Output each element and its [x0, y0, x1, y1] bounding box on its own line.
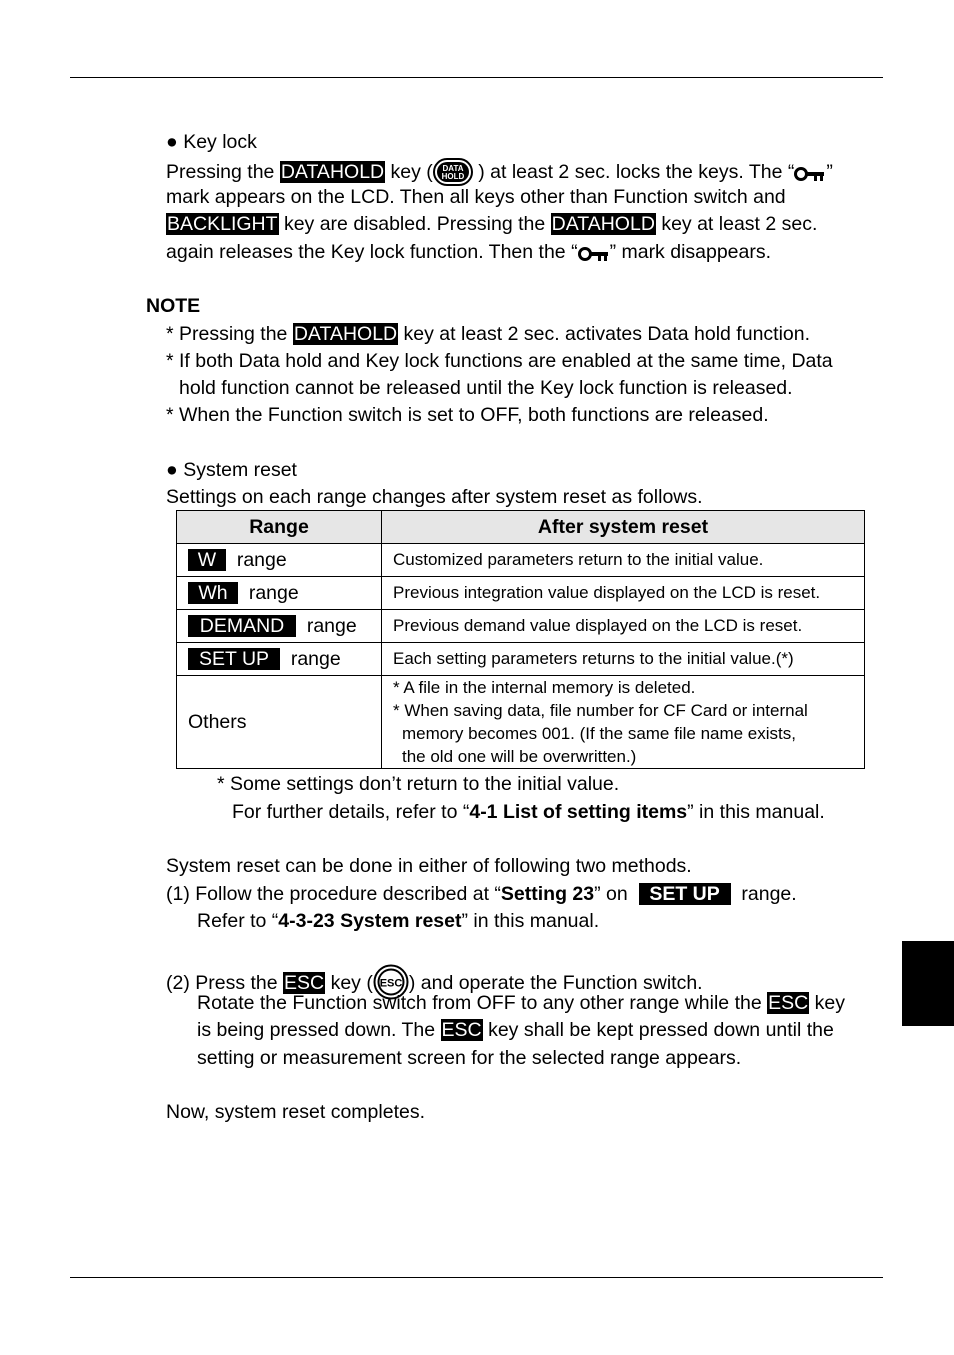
table-row: SET UP range Each setting parameters returns to the initial value.(*): [177, 643, 865, 676]
method-2-line-2: Rotate the Function switch from OFF to any other range while the ESC key: [197, 992, 845, 1014]
methods-intro: System reset can be done in either of following two methods.: [166, 855, 692, 877]
note-item-1: * Pressing the DATAHOLD key at least 2 sec. activates Data hold function.: [166, 323, 811, 345]
method-2-line-4: setting or measurement screen for the selected range appears.: [197, 1047, 742, 1069]
method-1: (1) Follow the procedure described at “Setting 23” on SET UP range.: [166, 883, 797, 905]
range-key-w: W: [188, 549, 226, 571]
table-header-range: Range: [177, 511, 382, 544]
svg-text:HOLD: HOLD: [441, 172, 465, 181]
range-key-demand: DEMAND: [188, 615, 296, 637]
svg-text:ESC: ESC: [379, 977, 403, 990]
system-reset-table: [176, 510, 865, 769]
range-key-wh: Wh: [188, 582, 238, 604]
keylock-heading: ● Key lock: [166, 131, 257, 153]
method-1-ref: Refer to “4-3-23 System reset” in this manual.: [197, 910, 600, 932]
datahold-key-label: DATAHOLD: [280, 161, 385, 183]
method-2: (2) Press the ESC key ( ESC ) and operate the Function switch.: [166, 964, 703, 1000]
esc-key-label: ESC: [441, 1019, 482, 1041]
keylock-line-4: again releases the Key lock function. Then the “ ” mark disappears.: [166, 241, 772, 263]
note-heading: NOTE: [146, 295, 201, 317]
note-item-3: * When the Function switch is set to OFF, both functions are released.: [166, 404, 769, 426]
table-row: DEMAND range Previous demand value displayed on the LCD is reset.: [177, 610, 865, 643]
note-item-2-cont: hold function cannot be released until the Key lock function is released.: [179, 377, 793, 399]
method-2-line-3: is being pressed down. The ESC key shall be kept pressed down until the: [197, 1019, 834, 1041]
esc-key-label: ESC: [284, 972, 325, 994]
key-lock-icon: [578, 246, 610, 262]
svg-text:DATA: DATA: [442, 164, 464, 173]
table-row: Wh range Previous integration value displayed on the LCD is reset.: [177, 577, 865, 610]
datahold-button-icon: [433, 158, 473, 186]
others-desc: * A file in the internal memory is deleted. * When saving data, file number for CF Card or internal memory becomes 001. (If the same file name exists, the old one will be overwritten.): [382, 676, 865, 769]
table-header-after: After system reset: [382, 511, 865, 544]
bottom-rule: [70, 1277, 883, 1278]
keylock-line-2: mark appears on the LCD. Then all keys other than Function switch and: [166, 186, 786, 208]
setup-range-label: SET UP: [639, 883, 731, 905]
esc-key-label: ESC: [768, 992, 809, 1014]
table-row-others: Others * A file in the internal memory is deleted. * When saving data, file number for CF Card or internal memory becomes 001. (If the same file name exists, the old one will be overwritten.): [177, 676, 865, 769]
datahold-key-label: DATAHOLD: [551, 213, 655, 235]
sysreset-intro: Settings on each range changes after system reset as follows.: [166, 486, 703, 508]
completion-text: Now, system reset completes.: [166, 1101, 426, 1123]
note-item-2: * If both Data hold and Key lock functions are enabled at the same time, Data: [166, 350, 833, 372]
footnote-1: * Some settings don’t return to the initial value.: [217, 773, 620, 795]
backlight-key-label: BACKLIGHT: [167, 213, 278, 235]
range-key-setup: SET UP: [188, 648, 280, 670]
key-lock-icon: [794, 166, 826, 182]
table-row: W range Customized parameters return to the initial value.: [177, 544, 865, 577]
chapter-tab: [902, 941, 954, 1026]
footnote-2: For further details, refer to “4-1 List of setting items” in this manual.: [232, 801, 825, 823]
top-rule: [70, 77, 883, 78]
keylock-line-3: BACKLIGHT key are disabled. Pressing the DATAHOLD key at least 2 sec.: [167, 213, 818, 235]
keylock-line-1: Pressing the DATAHOLD key ( DATA HOLD ) at least 2 sec. locks the keys. The “ ”: [166, 158, 833, 186]
datahold-key-label: DATAHOLD: [293, 323, 398, 345]
sysreset-heading: ● System reset: [166, 459, 297, 481]
